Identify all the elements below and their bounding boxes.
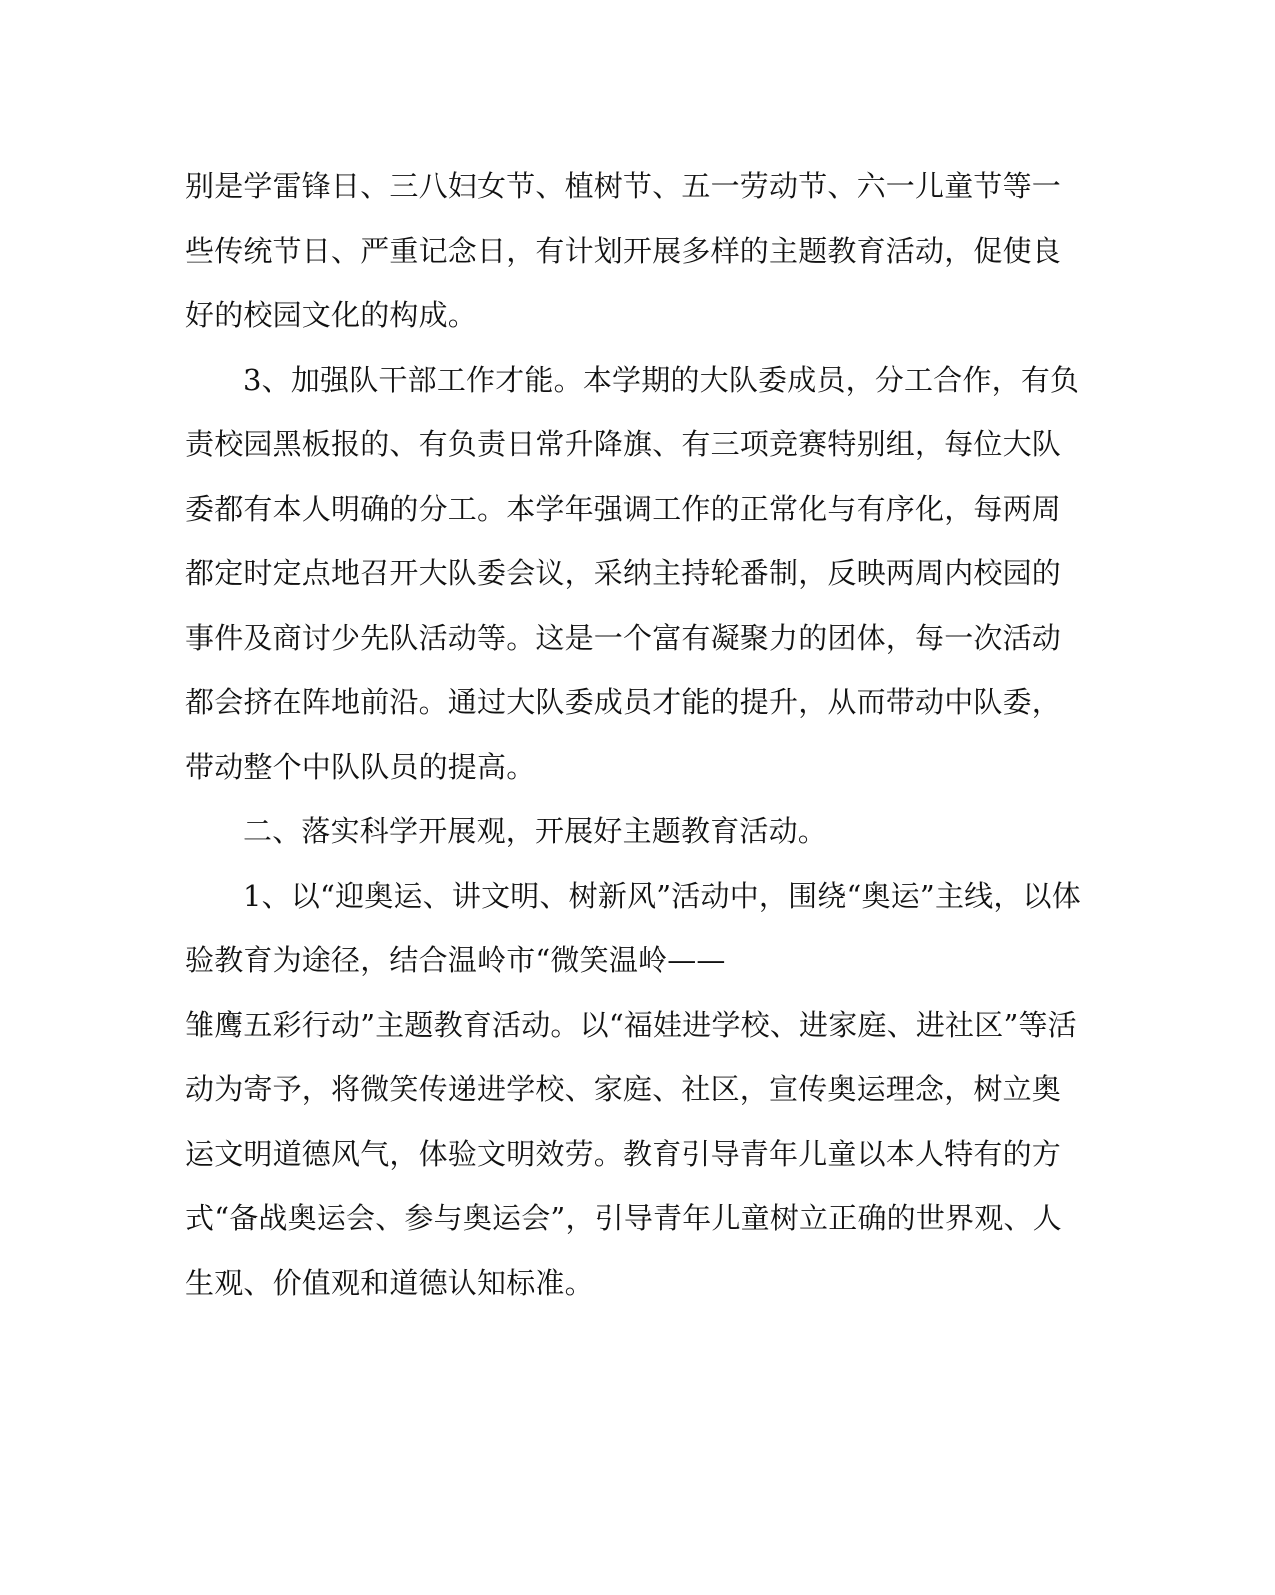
text-line: 好的校园文化的构成。	[185, 298, 478, 332]
text-line: 都定时定点地召开大队委会议，采纳主持轮番制，反映两周内校园的	[185, 556, 1062, 590]
text-line: 式“备战奥运会、参与奥运会”，引导青年儿童树立正确的世界观、人	[185, 1201, 1062, 1235]
text-line: 动为寄予，将微笑传递进学校、家庭、社区，宣传奥运理念，树立奥	[185, 1072, 1062, 1106]
text-line: 别是学雷锋日、三八妇女节、植树节、五一劳动节、六一儿童节等一	[185, 169, 1062, 203]
text-line: 事件及商讨少先队活动等。这是一个富有凝聚力的团体，每一次活动	[185, 620, 1062, 655]
text-line: 委都有本人明确的分工。本学年强调工作的正常化与有序化，每两周	[185, 491, 1062, 526]
text-line: 带动整个中队队员的提高。	[185, 749, 536, 784]
document-body	[185, 154, 1081, 1315]
text-line: 都会挤在阵地前沿。通过大队委成员才能的提升，从而带动中队委，	[185, 685, 1062, 719]
paragraph-first-line: 3、加强队干部工作才能。本学期的大队委成员，分工合作，有负	[243, 362, 1080, 397]
text-line: 雏鹰五彩行动”主题教育活动。以“福娃进学校、进家庭、进社区”等活	[185, 1007, 1077, 1042]
text-line: 些传统节日、严重记念日，有计划开展多样的主题教育活动，促使良	[185, 233, 1062, 268]
paragraph-first-line: 1、以“迎奥运、讲文明、树新风”活动中，围绕“奥运”主线，以体	[243, 878, 1081, 913]
section-heading: 二、落实科学开展观，开展好主题教育活动。	[243, 814, 828, 848]
text-line: 验教育为途径，结合温岭市“微笑温岭——	[185, 943, 726, 977]
text-line: 运文明道德风气，体验文明效劳。教育引导青年儿童以本人特有的方	[185, 1136, 1062, 1171]
text-line: 责校园黑板报的、有负责日常升降旗、有三项竞赛特别组，每位大队	[185, 427, 1062, 461]
text-line: 生观、价值观和道德认知标准。	[185, 1265, 594, 1300]
